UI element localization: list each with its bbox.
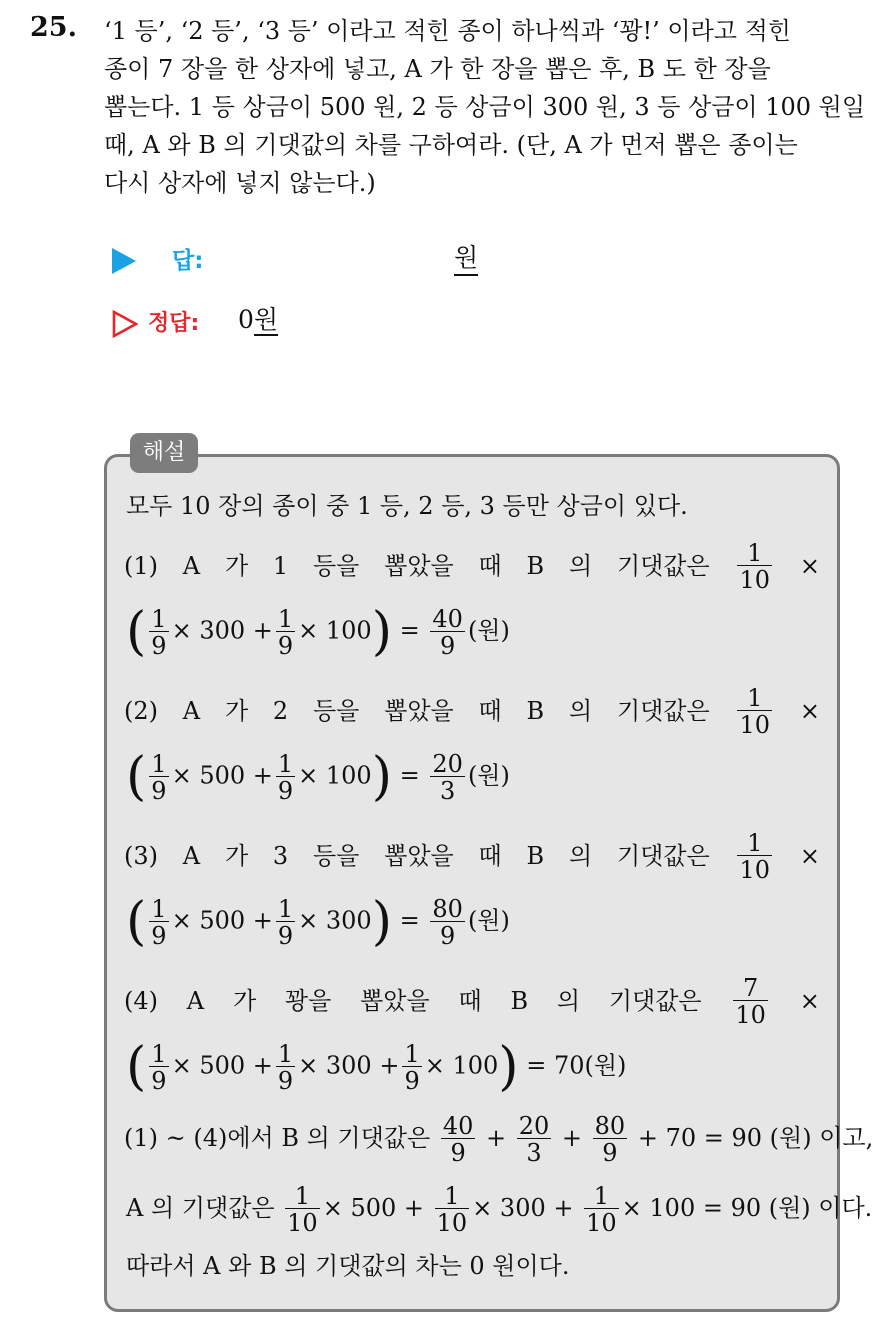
fraction: $\frac{1}{10}$ <box>739 538 771 594</box>
case-word: 뽑았을 <box>384 697 454 725</box>
term: × 100 <box>298 616 372 645</box>
fraction: $\frac{20}{3}$ <box>518 1112 550 1167</box>
term: × 500 + <box>171 906 273 935</box>
conclusion: 따라서 A 와 B 의 기댓값의 차는 0 원이다. <box>126 1252 570 1280</box>
times-sign: × <box>799 842 820 870</box>
term: × 500 + <box>171 761 273 790</box>
answer-row <box>108 240 508 284</box>
unit: (원) <box>467 906 510 935</box>
case-word: 가 <box>232 987 257 1015</box>
fraction: $\frac{1}{9}$ <box>404 1039 420 1095</box>
sum-prefix: (1) ~ (4)에서 B 의 기댓값은 <box>124 1124 431 1152</box>
case-1-line <box>124 538 820 594</box>
case-word: 때 <box>478 552 502 580</box>
case-word: 의 <box>568 697 593 725</box>
case-word: A <box>186 987 205 1015</box>
question-line: 때, A 와 B 의 기댓값의 차를 구하여라. (단, A 가 먼저 뽑은 종이는 <box>104 131 798 159</box>
term: × 100 <box>298 761 372 790</box>
answer-unit: 원 <box>454 242 478 276</box>
term: × 300 + <box>472 1194 574 1222</box>
case-word: 3 <box>272 842 289 870</box>
case-num: (3) <box>124 842 158 870</box>
term: × 300 + <box>298 1051 400 1080</box>
case-num: (4) <box>124 987 158 1015</box>
times-sign: × <box>799 552 820 580</box>
term: × 100 = 90 (원) 이다. <box>621 1194 873 1222</box>
term: × 500 + <box>322 1194 424 1222</box>
correct-unit: 원 <box>253 305 279 334</box>
question-text <box>104 12 866 202</box>
term: × 300 <box>298 906 372 935</box>
fraction: $\frac{7}{10}$ <box>735 973 766 1029</box>
case-word: 기댓값은 <box>616 697 710 725</box>
question-line: ‘1 등’, ‘2 등’, ‘3 등’ 이라고 적힌 종이 하나씩과 ‘꽝!’ 이라고 적힌 <box>104 17 791 45</box>
close-paren: ) <box>371 892 392 952</box>
question-line: 종이 7 장을 한 상자에 넣고, A 가 한 장을 뽑은 후, B 도 한 장을 <box>104 55 771 83</box>
case-num: (1) <box>124 552 158 580</box>
fraction: $\frac{1}{9}$ <box>151 894 167 950</box>
close-paren: ) <box>371 747 392 807</box>
case-word: 때 <box>478 842 502 870</box>
fraction: $\frac{1}{10}$ <box>287 1182 318 1237</box>
correct-number: 0 <box>238 305 254 334</box>
fraction: $\frac{20}{3}$ <box>432 749 463 805</box>
case-word: 뽑았을 <box>384 842 454 870</box>
open-paren: ( <box>126 747 147 807</box>
answer-label: 답: <box>172 248 204 274</box>
fraction: $\frac{1}{9}$ <box>277 749 294 805</box>
fraction: $\frac{1}{9}$ <box>277 1039 294 1095</box>
outline-triangle-icon <box>112 310 138 338</box>
case-4-equation <box>126 1037 627 1097</box>
close-paren: ) <box>498 1037 519 1097</box>
unit: (원) <box>467 616 510 645</box>
case-4-line <box>124 973 820 1029</box>
question-line: 뽑는다. 1 등 상금이 500 원, 2 등 상금이 300 원, 3 등 상금이 100 원일 <box>104 93 866 121</box>
equals-sign: = <box>399 761 420 790</box>
case-word: 뽑았을 <box>360 987 430 1015</box>
case-1-equation <box>126 602 510 662</box>
term: × 300 + <box>171 616 273 645</box>
case-word: 가 <box>224 552 249 580</box>
a-expectation-line <box>126 1184 872 1235</box>
fraction: $\frac{1}{10}$ <box>739 828 771 884</box>
case-num: (2) <box>124 697 158 725</box>
sum-tail: + 70 = 90 (원) 이고, <box>637 1124 874 1152</box>
case-word: B <box>526 842 545 870</box>
play-triangle-icon <box>112 248 136 274</box>
times-sign: × <box>799 697 820 725</box>
case-word: B <box>510 987 529 1015</box>
sum-line: (1) ~ (4)에서 B 의 기댓값은 $\frac{40}{9}$ + $\frac{20}{3}$ + $\frac{80}{9}$ + 70 = 90 (원) 이고, <box>124 1112 874 1167</box>
case-2-line <box>124 683 820 739</box>
case-word: A <box>182 842 201 870</box>
fraction: $\frac{1}{9}$ <box>277 604 294 660</box>
times-sign: × <box>799 987 820 1015</box>
equals-sign: = <box>399 906 420 935</box>
case-word: 의 <box>568 842 593 870</box>
question-line: 다시 상자에 넣지 않는다.) <box>104 169 376 197</box>
case-word: 2 <box>272 697 289 725</box>
solution-tag: 해설 <box>130 433 198 473</box>
case-word: 가 <box>224 697 249 725</box>
case-word: 꽝을 <box>284 987 332 1015</box>
solution-intro: 모두 10 장의 종이 중 1 등, 2 등, 3 등만 상금이 있다. <box>126 492 688 520</box>
fraction: $\frac{80}{9}$ <box>432 894 463 950</box>
fraction: $\frac{1}{9}$ <box>151 1039 167 1095</box>
correct-value <box>238 304 278 336</box>
case-3-equation <box>126 892 510 952</box>
case-word: 기댓값은 <box>608 987 702 1015</box>
correct-answer-row <box>108 302 508 346</box>
result: = 70(원) <box>526 1051 627 1080</box>
close-paren: ) <box>371 602 392 662</box>
case-word: 등을 <box>313 842 360 870</box>
case-word: 때 <box>458 987 482 1015</box>
fraction: $\frac{80}{9}$ <box>594 1112 626 1167</box>
term: × 500 + <box>171 1051 273 1080</box>
question-number: 25. <box>30 12 77 43</box>
case-word: B <box>526 697 545 725</box>
case-word: 가 <box>224 842 249 870</box>
correct-label: 정답: <box>148 311 200 336</box>
fraction: $\frac{1}{10}$ <box>739 683 771 739</box>
unit: (원) <box>467 761 510 790</box>
fraction: $\frac{1}{9}$ <box>277 894 294 950</box>
case-word: 등을 <box>313 697 360 725</box>
a-prefix: A 의 기댓값은 <box>126 1194 275 1222</box>
case-word: 뽑았을 <box>384 552 454 580</box>
open-paren: ( <box>126 1037 147 1097</box>
fraction: $\frac{40}{9}$ <box>442 1112 474 1167</box>
fraction: $\frac{40}{9}$ <box>432 604 463 660</box>
fraction: $\frac{1}{10}$ <box>436 1182 468 1237</box>
case-word: A <box>182 552 201 580</box>
fraction: $\frac{1}{9}$ <box>151 604 167 660</box>
case-word: 기댓값은 <box>616 842 710 870</box>
case-word: 등을 <box>313 552 360 580</box>
open-paren: ( <box>126 602 147 662</box>
equals-sign: = <box>399 616 420 645</box>
case-word: 기댓값은 <box>616 552 710 580</box>
fraction: $\frac{1}{9}$ <box>151 749 167 805</box>
case-3-line <box>124 828 820 884</box>
term: × 100 <box>424 1051 499 1080</box>
case-word: 의 <box>556 987 581 1015</box>
case-word: A <box>182 697 201 725</box>
open-paren: ( <box>126 892 147 952</box>
case-word: 의 <box>568 552 593 580</box>
case-2-equation <box>126 747 510 807</box>
case-word: 1 <box>272 552 289 580</box>
case-word: 때 <box>478 697 502 725</box>
case-word: B <box>526 552 545 580</box>
fraction: $\frac{1}{10}$ <box>586 1182 617 1237</box>
